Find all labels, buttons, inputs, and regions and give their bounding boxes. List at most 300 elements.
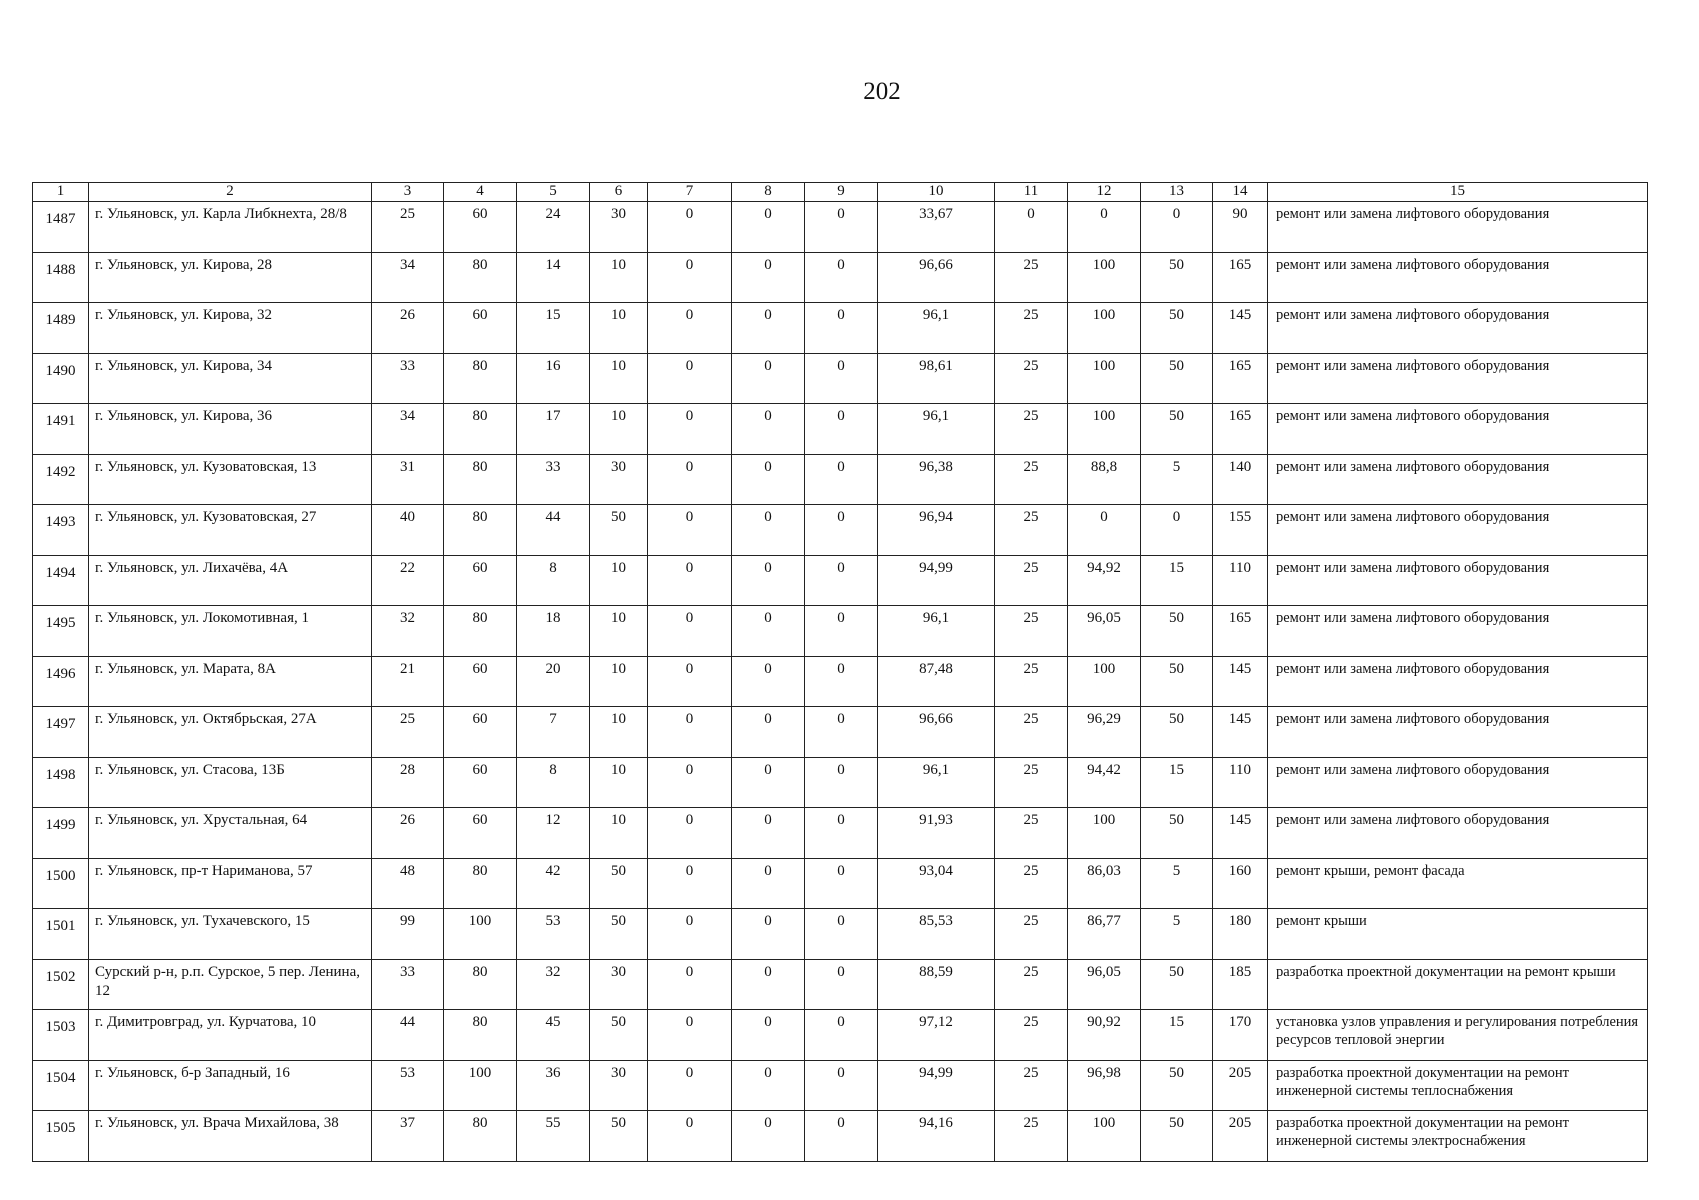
- table-cell: 1495: [33, 606, 89, 657]
- table-cell: 42: [517, 858, 590, 909]
- table-cell: 25: [995, 555, 1068, 606]
- table-cell: 0: [805, 757, 878, 808]
- table-cell: 25: [995, 707, 1068, 758]
- table-cell: 1494: [33, 555, 89, 606]
- table-cell: 25: [995, 1010, 1068, 1061]
- table-cell: ремонт или замена лифтового оборудования: [1268, 404, 1648, 455]
- table-cell: 50: [1141, 1111, 1213, 1162]
- table-cell: 80: [444, 858, 517, 909]
- table-cell: 91,93: [878, 808, 995, 859]
- table-cell: 165: [1213, 252, 1268, 303]
- table-cell: 50: [1141, 707, 1213, 758]
- table-cell: 94,99: [878, 1060, 995, 1111]
- table-row: [33, 1060, 1648, 1111]
- table-cell: 0: [732, 656, 805, 707]
- table-row: [33, 303, 1648, 354]
- table-cell: 98,61: [878, 353, 995, 404]
- table-cell: 0: [732, 909, 805, 960]
- table-cell: 50: [1141, 1060, 1213, 1111]
- table-cell: 7: [517, 707, 590, 758]
- table-cell: ремонт или замена лифтового оборудования: [1268, 808, 1648, 859]
- table-cell: 10: [590, 555, 648, 606]
- table-cell: 185: [1213, 959, 1268, 1010]
- table-cell: Сурский р-н, р.п. Сурское, 5 пер. Ленина, 12: [89, 959, 372, 1010]
- table-cell: 145: [1213, 707, 1268, 758]
- table-cell: 50: [1141, 303, 1213, 354]
- table-row: [33, 858, 1648, 909]
- table-cell: 0: [805, 505, 878, 556]
- table-row: [33, 202, 1648, 253]
- table-cell: 94,42: [1068, 757, 1141, 808]
- table-cell: 44: [517, 505, 590, 556]
- table-cell: 110: [1213, 555, 1268, 606]
- table-cell: 0: [732, 303, 805, 354]
- table-cell: 25: [995, 252, 1068, 303]
- table-cell: г. Ульяновск, ул. Кузоватовская, 13: [89, 454, 372, 505]
- table-cell: 1496: [33, 656, 89, 707]
- table-cell: 0: [805, 404, 878, 455]
- table-cell: 0: [1068, 505, 1141, 556]
- table-cell: 145: [1213, 303, 1268, 354]
- table-cell: 21: [372, 656, 444, 707]
- table-cell: 96,05: [1068, 959, 1141, 1010]
- table-cell: 0: [732, 505, 805, 556]
- table-cell: 20: [517, 656, 590, 707]
- table-cell: 31: [372, 454, 444, 505]
- table-cell: 15: [1141, 1010, 1213, 1061]
- table-cell: 60: [444, 303, 517, 354]
- table-cell: 0: [648, 555, 732, 606]
- table-cell: 100: [444, 909, 517, 960]
- table-row: [33, 505, 1648, 556]
- table-cell: 85,53: [878, 909, 995, 960]
- table-cell: 96,66: [878, 252, 995, 303]
- table-cell: 60: [444, 656, 517, 707]
- table-cell: г. Ульяновск, ул. Лихачёва, 4А: [89, 555, 372, 606]
- table-cell: 88,8: [1068, 454, 1141, 505]
- table-cell: 1492: [33, 454, 89, 505]
- table-cell: 0: [732, 808, 805, 859]
- table-cell: 8: [517, 555, 590, 606]
- table-cell: 96,29: [1068, 707, 1141, 758]
- table-cell: 165: [1213, 606, 1268, 657]
- table-cell: ремонт или замена лифтового оборудования: [1268, 707, 1648, 758]
- table-cell: 94,16: [878, 1111, 995, 1162]
- table-cell: 40: [372, 505, 444, 556]
- table-cell: разработка проектной документации на ремонт крыши: [1268, 959, 1648, 1010]
- table-cell: ремонт или замена лифтового оборудования: [1268, 252, 1648, 303]
- table-cell: 50: [1141, 959, 1213, 1010]
- table-row: [33, 808, 1648, 859]
- table-cell: 25: [995, 505, 1068, 556]
- table-cell: 25: [995, 858, 1068, 909]
- table-cell: 86,77: [1068, 909, 1141, 960]
- table-cell: ремонт или замена лифтового оборудования: [1268, 606, 1648, 657]
- table-cell: г. Ульяновск, ул. Карла Либкнехта, 28/8: [89, 202, 372, 253]
- table-cell: 0: [732, 555, 805, 606]
- table-cell: 0: [1068, 202, 1141, 253]
- table-cell: 100: [1068, 656, 1141, 707]
- table-cell: 100: [1068, 303, 1141, 354]
- table-cell: 22: [372, 555, 444, 606]
- table-cell: 34: [372, 252, 444, 303]
- table-cell: 10: [590, 404, 648, 455]
- table-cell: 205: [1213, 1060, 1268, 1111]
- table-cell: 0: [648, 252, 732, 303]
- table-cell: 1504: [33, 1060, 89, 1111]
- column-header: 9: [805, 183, 878, 202]
- table-row: [33, 353, 1648, 404]
- table-cell: 28: [372, 757, 444, 808]
- table-cell: 0: [648, 454, 732, 505]
- table-cell: 0: [805, 1111, 878, 1162]
- table-cell: 165: [1213, 353, 1268, 404]
- table-cell: 0: [805, 858, 878, 909]
- table-cell: 100: [444, 1060, 517, 1111]
- table-row: [33, 757, 1648, 808]
- table-cell: 0: [805, 202, 878, 253]
- table-cell: 0: [1141, 202, 1213, 253]
- table-cell: 96,1: [878, 606, 995, 657]
- table-cell: 50: [590, 858, 648, 909]
- table-row: [33, 606, 1648, 657]
- column-header: 7: [648, 183, 732, 202]
- table-cell: 53: [517, 909, 590, 960]
- table-cell: 0: [732, 606, 805, 657]
- table-cell: разработка проектной документации на ремонт инженерной системы теплоснабжения: [1268, 1060, 1648, 1111]
- table-cell: г. Ульяновск, ул. Локомотивная, 1: [89, 606, 372, 657]
- table-cell: 33: [372, 353, 444, 404]
- table-cell: 80: [444, 606, 517, 657]
- column-header: 2: [89, 183, 372, 202]
- table-cell: 1502: [33, 959, 89, 1010]
- table-cell: 25: [372, 707, 444, 758]
- table-row: [33, 909, 1648, 960]
- table-cell: 1490: [33, 353, 89, 404]
- table-cell: 0: [732, 404, 805, 455]
- column-header: 11: [995, 183, 1068, 202]
- table-cell: 1505: [33, 1111, 89, 1162]
- table-cell: 0: [648, 1060, 732, 1111]
- table-cell: 0: [805, 606, 878, 657]
- table-cell: ремонт или замена лифтового оборудования: [1268, 454, 1648, 505]
- table-cell: 32: [372, 606, 444, 657]
- table-cell: 15: [1141, 757, 1213, 808]
- table-cell: г. Ульяновск, ул. Стасова, 13Б: [89, 757, 372, 808]
- page-number: 202: [863, 78, 901, 105]
- table-cell: 1493: [33, 505, 89, 556]
- table-cell: 0: [648, 808, 732, 859]
- table-cell: 100: [1068, 404, 1141, 455]
- table-cell: 0: [732, 353, 805, 404]
- table-cell: г. Димитровград, ул. Курчатова, 10: [89, 1010, 372, 1061]
- table-cell: 110: [1213, 757, 1268, 808]
- table-cell: 15: [1141, 555, 1213, 606]
- table-row: [33, 1111, 1648, 1162]
- column-header: 6: [590, 183, 648, 202]
- column-header: 12: [1068, 183, 1141, 202]
- table-cell: 0: [732, 1010, 805, 1061]
- table-cell: 44: [372, 1010, 444, 1061]
- table-cell: 205: [1213, 1111, 1268, 1162]
- table-cell: г. Ульяновск, ул. Кирова, 32: [89, 303, 372, 354]
- table-row: [33, 959, 1648, 1010]
- table-cell: 60: [444, 707, 517, 758]
- table-cell: 5: [1141, 454, 1213, 505]
- table-cell: 100: [1068, 808, 1141, 859]
- table-cell: 1501: [33, 909, 89, 960]
- table-cell: 0: [648, 1111, 732, 1162]
- table-cell: 36: [517, 1060, 590, 1111]
- table-cell: 0: [805, 656, 878, 707]
- table-cell: 60: [444, 202, 517, 253]
- table-cell: 18: [517, 606, 590, 657]
- table-cell: 1487: [33, 202, 89, 253]
- table-cell: 0: [648, 353, 732, 404]
- register-table: [32, 182, 1648, 1162]
- table-cell: 0: [648, 606, 732, 657]
- table-cell: г. Ульяновск, ул. Марата, 8А: [89, 656, 372, 707]
- table-cell: 8: [517, 757, 590, 808]
- table-cell: 99: [372, 909, 444, 960]
- table-cell: 26: [372, 303, 444, 354]
- table-cell: 15: [517, 303, 590, 354]
- table-cell: 0: [648, 303, 732, 354]
- table-cell: г. Ульяновск, ул. Хрустальная, 64: [89, 808, 372, 859]
- table-cell: ремонт или замена лифтового оборудования: [1268, 303, 1648, 354]
- table-cell: 50: [1141, 606, 1213, 657]
- table-cell: г. Ульяновск, ул. Врача Михайлова, 38: [89, 1111, 372, 1162]
- table-cell: 1503: [33, 1010, 89, 1061]
- table-cell: 80: [444, 1111, 517, 1162]
- table-cell: 24: [517, 202, 590, 253]
- table-cell: 48: [372, 858, 444, 909]
- table-cell: 0: [732, 858, 805, 909]
- table-cell: 26: [372, 808, 444, 859]
- table-cell: разработка проектной документации на ремонт инженерной системы электроснабжения: [1268, 1111, 1648, 1162]
- table-cell: 0: [732, 252, 805, 303]
- table-cell: 5: [1141, 858, 1213, 909]
- table-cell: 90: [1213, 202, 1268, 253]
- table-cell: 1489: [33, 303, 89, 354]
- table-cell: 25: [995, 808, 1068, 859]
- table-cell: 80: [444, 353, 517, 404]
- table-row: [33, 252, 1648, 303]
- table-cell: 0: [805, 1010, 878, 1061]
- table-cell: 180: [1213, 909, 1268, 960]
- table-row: [33, 454, 1648, 505]
- table-cell: г. Ульяновск, ул. Кирова, 36: [89, 404, 372, 455]
- table-cell: ремонт или замена лифтового оборудования: [1268, 202, 1648, 253]
- table-cell: 10: [590, 606, 648, 657]
- table-cell: 25: [995, 1060, 1068, 1111]
- column-header: 4: [444, 183, 517, 202]
- table-cell: 160: [1213, 858, 1268, 909]
- table-cell: 0: [805, 707, 878, 758]
- table-cell: 0: [995, 202, 1068, 253]
- table-cell: 10: [590, 707, 648, 758]
- table-cell: 140: [1213, 454, 1268, 505]
- column-header: 13: [1141, 183, 1213, 202]
- table-cell: 96,1: [878, 404, 995, 455]
- table-row: [33, 656, 1648, 707]
- table-cell: 50: [1141, 404, 1213, 455]
- table-cell: 25: [995, 909, 1068, 960]
- table-cell: 25: [995, 454, 1068, 505]
- column-header: 10: [878, 183, 995, 202]
- table-cell: ремонт крыши, ремонт фасада: [1268, 858, 1648, 909]
- table-cell: ремонт или замена лифтового оборудования: [1268, 353, 1648, 404]
- table-cell: 96,05: [1068, 606, 1141, 657]
- table-cell: 90,92: [1068, 1010, 1141, 1061]
- table-cell: 45: [517, 1010, 590, 1061]
- table-cell: 25: [995, 757, 1068, 808]
- table-cell: 10: [590, 808, 648, 859]
- table-cell: 87,48: [878, 656, 995, 707]
- table-cell: 165: [1213, 404, 1268, 455]
- column-header: 3: [372, 183, 444, 202]
- table-cell: 94,92: [1068, 555, 1141, 606]
- table-cell: г. Ульяновск, пр-т Нариманова, 57: [89, 858, 372, 909]
- table-cell: 5: [1141, 909, 1213, 960]
- table-cell: 100: [1068, 353, 1141, 404]
- table-row: [33, 707, 1648, 758]
- table-cell: 50: [1141, 252, 1213, 303]
- table-cell: 50: [590, 505, 648, 556]
- column-header: 15: [1268, 183, 1648, 202]
- table-cell: 12: [517, 808, 590, 859]
- table-cell: 0: [648, 858, 732, 909]
- table-cell: 50: [1141, 353, 1213, 404]
- table-cell: 1498: [33, 757, 89, 808]
- table-cell: 50: [590, 1111, 648, 1162]
- table-cell: 50: [590, 909, 648, 960]
- column-header: 14: [1213, 183, 1268, 202]
- table-cell: 10: [590, 757, 648, 808]
- table-cell: 25: [995, 656, 1068, 707]
- table-cell: 155: [1213, 505, 1268, 556]
- table-cell: 0: [648, 1010, 732, 1061]
- table-cell: 0: [1141, 505, 1213, 556]
- table-cell: 0: [732, 1060, 805, 1111]
- table-cell: 0: [648, 202, 732, 253]
- table-cell: 80: [444, 252, 517, 303]
- table-cell: 1491: [33, 404, 89, 455]
- column-header: 5: [517, 183, 590, 202]
- table-row: [33, 1010, 1648, 1061]
- table-cell: 14: [517, 252, 590, 303]
- table-cell: 50: [590, 1010, 648, 1061]
- table-cell: 0: [805, 808, 878, 859]
- table-cell: 88,59: [878, 959, 995, 1010]
- table-cell: 97,12: [878, 1010, 995, 1061]
- table-cell: 1488: [33, 252, 89, 303]
- table-cell: 0: [648, 505, 732, 556]
- table-cell: 1499: [33, 808, 89, 859]
- table-cell: 96,94: [878, 505, 995, 556]
- table-cell: 60: [444, 757, 517, 808]
- table-cell: 0: [805, 252, 878, 303]
- table-cell: 94,99: [878, 555, 995, 606]
- table-cell: 25: [372, 202, 444, 253]
- table-row: [33, 555, 1648, 606]
- table-cell: 25: [995, 959, 1068, 1010]
- table-cell: 0: [648, 707, 732, 758]
- table-cell: 0: [805, 303, 878, 354]
- table-cell: 25: [995, 303, 1068, 354]
- table-cell: 50: [1141, 808, 1213, 859]
- table-cell: г. Ульяновск, ул. Тухачевского, 15: [89, 909, 372, 960]
- table-cell: 0: [805, 909, 878, 960]
- table-cell: 34: [372, 404, 444, 455]
- table-cell: 0: [648, 757, 732, 808]
- table-cell: 80: [444, 505, 517, 556]
- column-header: 8: [732, 183, 805, 202]
- table-cell: 55: [517, 1111, 590, 1162]
- table-cell: 80: [444, 454, 517, 505]
- table-cell: 0: [732, 454, 805, 505]
- table-cell: 10: [590, 656, 648, 707]
- table-body: [33, 202, 1648, 1162]
- table-cell: 170: [1213, 1010, 1268, 1061]
- table-cell: 30: [590, 454, 648, 505]
- table-cell: г. Ульяновск, б-р Западный, 16: [89, 1060, 372, 1111]
- table-cell: 10: [590, 353, 648, 404]
- table-cell: 60: [444, 555, 517, 606]
- table-cell: 30: [590, 959, 648, 1010]
- table-cell: 96,1: [878, 303, 995, 354]
- table-cell: 60: [444, 808, 517, 859]
- table-cell: 33: [517, 454, 590, 505]
- table-cell: 0: [732, 959, 805, 1010]
- table-cell: 80: [444, 959, 517, 1010]
- table-cell: 30: [590, 1060, 648, 1111]
- table-cell: ремонт или замена лифтового оборудования: [1268, 505, 1648, 556]
- table-cell: ремонт или замена лифтового оборудования: [1268, 555, 1648, 606]
- table-cell: 100: [1068, 1111, 1141, 1162]
- table-cell: 96,98: [1068, 1060, 1141, 1111]
- table-cell: 93,04: [878, 858, 995, 909]
- table-cell: г. Ульяновск, ул. Октябрьская, 27А: [89, 707, 372, 758]
- table-cell: 145: [1213, 656, 1268, 707]
- table-cell: 33,67: [878, 202, 995, 253]
- table-cell: 0: [648, 404, 732, 455]
- table-cell: 33: [372, 959, 444, 1010]
- table-cell: 17: [517, 404, 590, 455]
- table-cell: 25: [995, 404, 1068, 455]
- table-cell: 96,66: [878, 707, 995, 758]
- table-cell: 10: [590, 303, 648, 354]
- table-cell: 30: [590, 202, 648, 253]
- table-cell: 0: [805, 959, 878, 1010]
- table-cell: 96,38: [878, 454, 995, 505]
- table-cell: 32: [517, 959, 590, 1010]
- table-cell: 0: [805, 454, 878, 505]
- table-cell: г. Ульяновск, ул. Кирова, 34: [89, 353, 372, 404]
- table-cell: 0: [648, 959, 732, 1010]
- table-cell: 145: [1213, 808, 1268, 859]
- table-cell: 0: [648, 909, 732, 960]
- table-cell: 0: [648, 656, 732, 707]
- table-cell: 0: [732, 707, 805, 758]
- table-cell: 86,03: [1068, 858, 1141, 909]
- table-cell: 10: [590, 252, 648, 303]
- table-cell: 37: [372, 1111, 444, 1162]
- table-cell: 0: [732, 1111, 805, 1162]
- table-cell: г. Ульяновск, ул. Кузоватовская, 27: [89, 505, 372, 556]
- table-cell: 16: [517, 353, 590, 404]
- table-cell: 1497: [33, 707, 89, 758]
